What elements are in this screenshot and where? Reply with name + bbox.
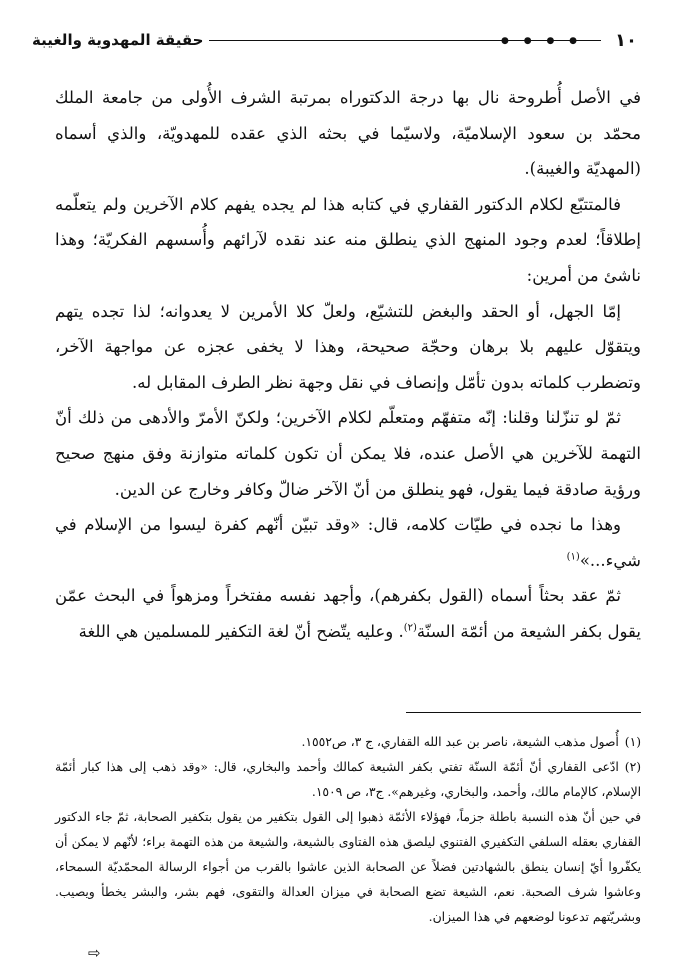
paragraph: في الأصل أُطروحة نال بها درجة الدكتوراه بمرتبة الشرف الأُولى من جامعة الملك محمّد بن سعود الإسلاميّة، ولاسيّما في بحثه الذي عقده للمهدويّة، والذي أسماه (المهديّة والغيبة). bbox=[55, 88, 641, 179]
footnote-ref: (٢) bbox=[403, 622, 417, 634]
header-ornament-dots: ● ● ● ● bbox=[501, 35, 584, 46]
paragraph: فالمتتبّع لكلام الدكتور القفاري في كتابه هذا لم يجده يفهم كلام الآخرين ولم يتعلّمه إطلاقاً؛ لعدم وجود المنهج الذي ينطلق منه عند نقده لآرائهم وأُسسهم الفكريّة؛ وهذا ناشئ من أمرين: bbox=[55, 194, 641, 285]
paragraph bbox=[55, 578, 641, 649]
paragraph: إمّا الجهل، أو الحقد والبغض للتشيّع، ولعلّ كلا الأمرين لا يعدوانه؛ لذا تجده يتهم ويتقوّل عليهم بلا برهان وحجّة صحيحة، وهذا لا يخفى عجزه عن مواجهة الآخر، وتضطرب كلماته بدون تأمّل وإنصاف في نقل وجهة نظر الطرف المقابل له. bbox=[55, 301, 641, 392]
footnote-number: (١) bbox=[624, 735, 641, 749]
header-rule bbox=[209, 35, 601, 46]
footnote-separator bbox=[406, 712, 641, 713]
page-header bbox=[32, 28, 637, 52]
footnote bbox=[55, 730, 641, 755]
footnotes bbox=[55, 730, 641, 930]
continue-arrow-icon: ⇨ bbox=[88, 944, 101, 962]
footnote bbox=[55, 805, 641, 930]
running-title: حقيقة المهدوية والغيبة bbox=[32, 31, 204, 49]
page-number: ١٠ bbox=[615, 29, 637, 51]
paragraph-text: . وعليه يتّضح أنّ لغة التكفير للمسلمين هي اللغة bbox=[78, 621, 404, 641]
main-text bbox=[55, 80, 641, 650]
footnote-text: ادّعى القفاري أنّ أئمّة السنّة تفتي بكفر الشيعة كمالك وأحمد والبخاري، قال: «وقد ذهب إلى هذا كبار أئمّة الإسلام، كالإمام مالك، وأحمد، والبخاري، وغيرهم». ج٣، ص ١٥٠٩. bbox=[55, 760, 641, 799]
paragraph-text: ثمّ عقد بحثاً أسماه (القول بكفرهم)، وأجهد نفسه مفتخراً ومزهواً في البحث عمّن يقول بكفر الشيعة من أئمّة السنّة bbox=[55, 586, 641, 641]
paragraph bbox=[55, 507, 641, 578]
footnote-number: (٢) bbox=[624, 760, 641, 774]
paragraph: ثمّ لو تنزّلنا وقلنا: إنّه متفهّم ومتعلّم لكلام الآخرين؛ ولكنّ الأمرّ والأدهى من ذلك أنّ التهمة للآخرين هي الأصل عنده، فلا يمكن أن تكون كلماته متوازنة وفق منهج صحيح ورؤية صادقة فيما يقول، فهو ينطلق من أنّ الآخر ضالّ وكافر وخارج عن الدين. bbox=[55, 408, 641, 499]
paragraph-text: وهذا ما نجده في طيّات كلامه، قال: «وقد تبيّن أنّهم كفرة ليسوا من الإسلام في شيء...» bbox=[55, 515, 641, 570]
footnote bbox=[55, 755, 641, 805]
footnote-ref: (١) bbox=[566, 551, 580, 563]
footnote-text: في حين أنّ هذه النسبة باطلة جزماً، فهؤلاء الأئمّة ذهبوا إلى القول بتكفير من يقول بتكفير الصحابة، ثمّ جاء الدكتور القفاري بعقله السلفي التكفيري الفتنوي ليلصق هذه الفتاوى بالشيعة، والشيعة من هذه التهمة براء؛ لأنّهم لا يمكن أن يكفّروا أيّ إنسان ينطق بالشهادتين فضلاً عن الصحابة الذين عاشوا بالقرب من أجواء الرسالة المحمّديّة السمحاء، وعاشوا شرف الصحبة. نعم، الشيعة تضع الصحابة في ميزان العدالة والتقوى، فهم بشر، والبشر يخطأ ويصيب. وبشريّتهم تدعونا لوضعهم في هذا الميزان. bbox=[55, 810, 641, 924]
footnote-text: أُصول مذهب الشيعة، ناصر بن عبد الله القفاري، ج ٣، ص١٥٥٢. bbox=[301, 735, 619, 749]
